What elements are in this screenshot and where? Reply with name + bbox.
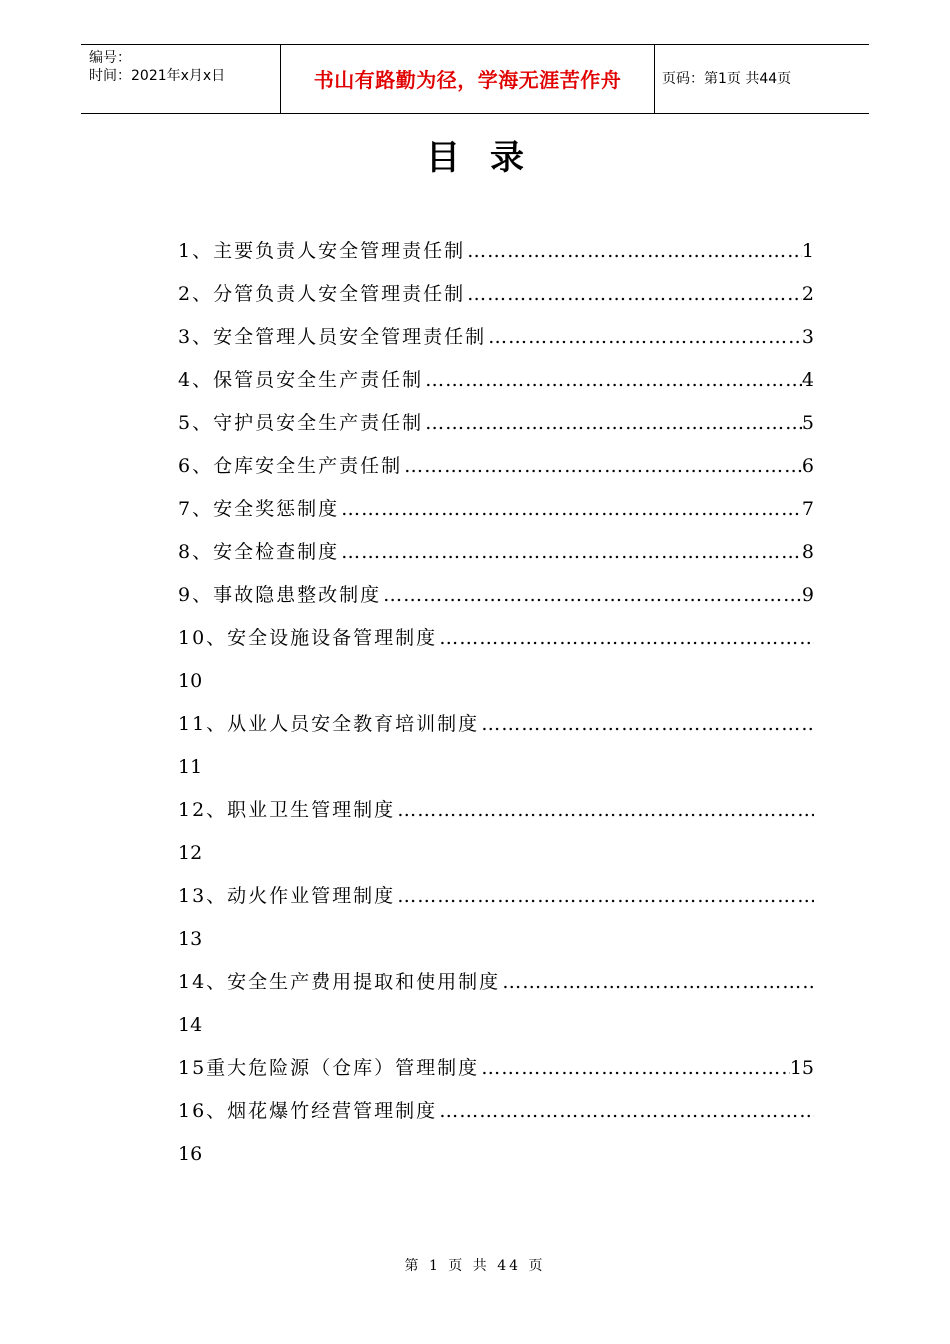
toc-entry-label: 13、动火作业管理制度 — [178, 885, 396, 907]
toc-entry-label: 2、分管负责人安全管理责任制 — [178, 283, 466, 305]
toc-entry-page-number: 7 — [801, 498, 814, 520]
toc-leader-dots — [341, 531, 802, 574]
toc-entry-page-number: 12 — [178, 842, 203, 864]
toc-entry-label: 15重大危险源（仓库）管理制度 — [178, 1057, 480, 1079]
toc-entry[interactable] — [178, 1047, 814, 1090]
toc-entry-label: 9、事故隐患整改制度 — [178, 584, 382, 606]
header-page-info: 页码：第1页 共44页 — [662, 71, 792, 87]
toc-entry-label: 3、安全管理人员安全管理责任制 — [178, 326, 487, 348]
toc-entry-row — [178, 402, 814, 445]
toc-entry-label: 11、从业人员安全教育培训制度 — [178, 713, 480, 735]
toc-entry-row — [178, 789, 814, 832]
page-footer: 第 1 页 共 44 页 — [404, 1258, 546, 1274]
toc-entry-row — [178, 273, 814, 316]
toc-entry-page-number: 10 — [178, 670, 203, 692]
toc-leader-dots — [481, 703, 814, 746]
toc-entry-row — [178, 617, 814, 660]
toc-entry[interactable] — [178, 617, 814, 703]
toc-entry-page-number: 9 — [801, 584, 814, 606]
toc-entry-label: 4、保管员安全生产责任制 — [178, 369, 424, 391]
toc-leader-dots — [425, 402, 802, 445]
toc-entry[interactable] — [178, 789, 814, 875]
toc-entry-row — [178, 1047, 814, 1090]
toc-entry[interactable] — [178, 359, 814, 402]
toc-entry-row — [178, 230, 814, 273]
toc-entry[interactable] — [178, 574, 814, 617]
toc-leader-dots — [467, 273, 802, 316]
toc-entry-page-number: 1 — [801, 240, 814, 262]
toc-entry[interactable] — [178, 703, 814, 789]
toc-entry-page-number: 14 — [178, 1014, 203, 1036]
toc-entry-row — [178, 488, 814, 531]
toc-entry-page-number: 4 — [801, 369, 814, 391]
toc-entry-page-number: 3 — [801, 326, 814, 348]
toc-leader-dots — [467, 230, 802, 273]
toc-leader-dots — [481, 1047, 790, 1090]
toc-entry[interactable] — [178, 445, 814, 488]
toc-entry-row — [178, 961, 814, 1004]
toc-entry-page-number: 2 — [801, 283, 814, 305]
page-header — [81, 44, 869, 114]
toc-entry[interactable] — [178, 961, 814, 1047]
toc-entry[interactable] — [178, 488, 814, 531]
toc-entry-row — [178, 445, 814, 488]
toc-entry[interactable] — [178, 273, 814, 316]
toc-entry-page-number: 13 — [178, 928, 203, 950]
toc-entry-label: 5、守护员安全生产责任制 — [178, 412, 424, 434]
toc-entry-page-number: 5 — [801, 412, 814, 434]
toc-entry[interactable] — [178, 875, 814, 961]
toc-leader-dots — [439, 1090, 814, 1133]
toc-entry-label: 6、仓库安全生产责任制 — [178, 455, 403, 477]
toc-entry-row — [178, 574, 814, 617]
toc-leader-dots — [397, 789, 814, 832]
toc-entry-page-number: 16 — [178, 1143, 203, 1165]
toc-entry-page-number: 11 — [178, 756, 203, 778]
toc-entry-page-number: 8 — [801, 541, 814, 563]
toc-entry-row — [178, 875, 814, 918]
toc-entry-page-number: 15 — [789, 1057, 814, 1079]
toc-entry[interactable] — [178, 402, 814, 445]
header-motto-cell — [280, 45, 655, 113]
toc-entry-label: 10、安全设施设备管理制度 — [178, 627, 438, 649]
toc-entry-row — [178, 316, 814, 359]
toc-entry-row — [178, 531, 814, 574]
toc-entry-label: 7、安全奖惩制度 — [178, 498, 340, 520]
toc-leader-dots — [488, 316, 802, 359]
toc-leader-dots — [425, 359, 802, 402]
toc-leader-dots — [341, 488, 802, 531]
toc-leader-dots — [502, 961, 814, 1004]
page-title: 目录 — [426, 138, 554, 178]
toc-entry[interactable] — [178, 316, 814, 359]
toc-entry[interactable] — [178, 531, 814, 574]
toc-entry-label: 8、安全检查制度 — [178, 541, 340, 563]
toc-entry-label: 14、安全生产费用提取和使用制度 — [178, 971, 501, 993]
toc-entry-row — [178, 703, 814, 746]
toc-entry-page-number: 6 — [801, 455, 814, 477]
toc-entry-label: 16、烟花爆竹经营管理制度 — [178, 1100, 438, 1122]
toc-entry-label: 1、主要负责人安全管理责任制 — [178, 240, 466, 262]
document-time-label: 时间：2021年x月x日 — [89, 68, 226, 84]
toc-leader-dots — [404, 445, 802, 488]
toc-entry-row — [178, 1090, 814, 1133]
header-page-cell — [654, 45, 869, 113]
toc-entry-row — [178, 359, 814, 402]
header-meta-cell — [81, 45, 280, 113]
toc-leader-dots — [397, 875, 814, 918]
toc-leader-dots — [383, 574, 802, 617]
document-number-label: 编号： — [89, 50, 131, 66]
toc-leader-dots — [439, 617, 814, 660]
table-of-contents — [178, 230, 814, 1176]
header-motto: 书山有路勤为径，学海无涯苦作舟 — [313, 68, 622, 92]
toc-entry[interactable] — [178, 230, 814, 273]
toc-entry-label: 12、职业卫生管理制度 — [178, 799, 396, 821]
toc-entry[interactable] — [178, 1090, 814, 1176]
